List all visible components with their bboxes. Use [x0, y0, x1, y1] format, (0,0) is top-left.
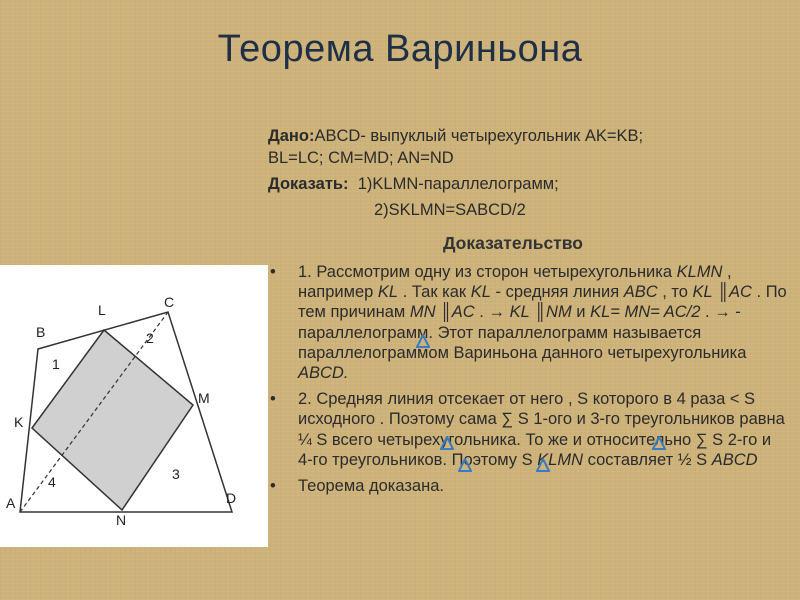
prove-label: Доказать: [268, 175, 349, 193]
region-3: 3 [172, 466, 180, 482]
text-run: KL= MN= AC/2 [590, 303, 701, 322]
label-a: A [6, 495, 16, 511]
bullet-dot: • [270, 477, 276, 496]
triangle-marker-icon [440, 436, 454, 450]
text-run: KLMN [537, 450, 584, 469]
region-1: 1 [52, 356, 60, 372]
text-run: и [571, 303, 591, 322]
text-run: , например [298, 263, 732, 302]
proof-title: Доказательство [443, 233, 583, 253]
text-run: ABCD. [298, 364, 349, 383]
triangle-marker-icon [652, 436, 666, 450]
varignon-figure [0, 265, 268, 547]
text-run: NM [546, 303, 572, 322]
text-run: . → [474, 303, 510, 322]
proof-bullet-1 [270, 262, 790, 383]
prove-line-2 [268, 199, 643, 221]
triangle-marker-icon [458, 458, 472, 472]
label-b: B [36, 324, 46, 340]
text-run: - средняя линия [490, 283, 624, 302]
text-run: AC [451, 303, 475, 322]
given-line-1 [268, 125, 643, 147]
text-run: ║ [435, 303, 452, 322]
text-run: ABC [623, 283, 658, 302]
text-run: Теорема доказана. [298, 477, 444, 496]
text-run: ║ [712, 283, 730, 302]
text-run: MN [409, 303, 436, 322]
text-run: . По тем причинам [298, 283, 787, 322]
text-run: AC [729, 283, 752, 302]
prove-item-1: 1)KLMN-параллелограмм; [357, 175, 559, 193]
label-d: D [226, 490, 237, 506]
prove-item-2: 2)SKLMN=SABCD/2 [374, 201, 526, 219]
given-line-2 [268, 147, 643, 169]
text-run: KL [377, 283, 399, 302]
proof-bullet-3 [270, 476, 790, 496]
text-run: , то [657, 283, 693, 302]
triangle-marker-icon [416, 334, 430, 348]
given-block [268, 125, 643, 221]
label-c: C [164, 294, 175, 310]
quadrilateral-diagram [0, 265, 268, 547]
triangle-marker-icon [536, 458, 550, 472]
region-4: 4 [48, 474, 56, 490]
text-run: KL [509, 303, 530, 322]
text-run: . Так как [398, 283, 471, 302]
prove-line-1 [268, 173, 643, 195]
bullet-dot: • [270, 390, 276, 409]
label-l: L [98, 302, 106, 318]
text-run: KLMN [676, 263, 723, 281]
region-2: 2 [146, 330, 154, 346]
text-run: . → - параллелограмм. Этот параллелограмм называется параллелограммом Вариньона данного четырехугольника [298, 303, 747, 362]
label-k: K [14, 414, 24, 430]
given-label: Дано: [268, 127, 315, 145]
text-run: ║ [529, 303, 547, 322]
text-run: ABCD [711, 450, 758, 469]
text-run: составляет ½ S [583, 450, 712, 469]
label-n: N [116, 512, 127, 528]
text-run: KL [470, 283, 491, 302]
given-text-2: BL=LC; CM=MD; AN=ND [268, 149, 454, 167]
proof-bullet-2 [270, 389, 790, 470]
text-run: KL [692, 283, 713, 302]
label-m: M [198, 390, 210, 406]
slide-title: Теорема Вариньона [217, 28, 583, 70]
proof-bullets [270, 262, 790, 502]
bullet-dot: • [270, 263, 276, 281]
given-text-1: ABCD- выпуклый четырехугольник AK=KB; [314, 127, 644, 145]
text-run: 1. Рассмотрим одну из сторон четырехугольника [298, 263, 677, 281]
text-run: 2. Средняя линия отсекает от него , S которого в 4 раза < S исходного . Поэтому сама ∑ S 1-ого и 3-го треугольников равна ¼ S всего четырехугольника. То же и относительно ∑ S 2-го и 4-го треугольников. Поэтому S [298, 390, 785, 469]
